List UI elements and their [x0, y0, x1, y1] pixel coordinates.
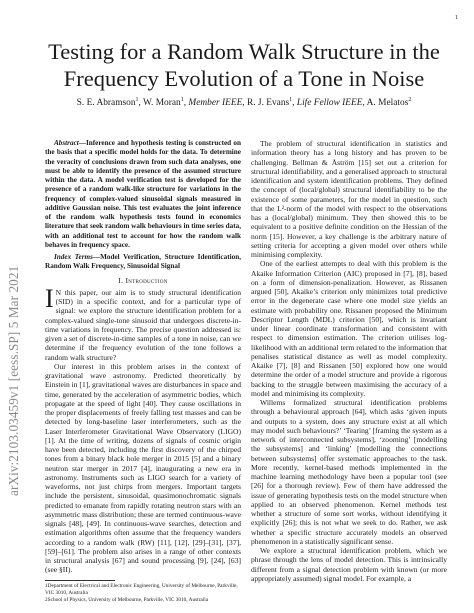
right-paragraph-1: The problem of structural identification in statistics and information theory has a long history and has proven to be challenging. Bellman & Åström [15] set out a criterion for structural identifiability, and a generalised approach to structural identification and system identification problems. They defined the concept of (local/global) structural identifiability to be the existence of some parameters, for the model in question, such that the L²-norm of the model with respect to the observations has a (local/global) minimum. They then showed this to be equivalent to a positive definite condition on the Hessian of the norm [15]. However, a key challenge is the arbitrary nature of setting criteria for accepting a given model over others while minimising complexity.: [251, 139, 447, 259]
author-3-role: , Life Fellow IEEE: [292, 98, 363, 109]
title-line-1: Testing for a Random Walk Structure in the: [48, 39, 440, 64]
right-column: [251, 139, 447, 583]
footnote-2: 2School of Physics, University of Melbourne, Parkville, VIC 3010, Australia: [45, 597, 209, 603]
abstract-label: Abstract: [54, 139, 79, 147]
abstract-text: —Inference and hypothesis testing is constructed on the basis that a specific model holds for the data. To determine the veracity of conclusions drawn from such data analyses, one must be able to identify the presence of the assumed structure within the data. A model verification test is developed for the presence of a random walk-like structure for variations in the frequency of complex-valued sinusoidal signals measured in additive Gaussian noise. This test evaluates the joint inference of the random walk hypothesis tests found in economics literature that seek random walk behaviours in time series data, with an additional test to account for how the random walk behaves in frequency space.: [45, 139, 241, 249]
affiliation-mark: 1: [180, 97, 184, 103]
right-paragraph-3: Willems formalized structural identification problems through a behavioural approach [64], which asks ‘given inputs and outputs to a system, does any structure exist at all which may model such behaviours?’ ‘Tearing’ [framing the system as a network of interconnected subsystems], ‘zooming’ [modelling the subsystems] and ‘linking’ [modelling the connections between subsystems] offer systematic approaches to the task. More recently, kernel-based methods implemented in the machine learning methodology have been a popular tool (see [26] for a thorough review). Few of them have addressed the issue of generating hypothesis tests on the model structure when applied to an observed phenomenon. Kernel methods test whether a structure of some sort works, without identifying it explicitly [26]; this is not what we seek to do. Rather, we ask whether a specific structure accurately models an observed phenomenon in a statistically significant sense.: [251, 398, 447, 546]
index-terms: [45, 253, 241, 272]
page-number: 1: [455, 15, 458, 21]
section-heading-introduction: I. Introduction: [118, 275, 168, 285]
index-terms-text: —Model Verification, Structure Identification, Random Walk Frequency, Sinusoidal Signal: [45, 253, 241, 271]
affiliation-mark: 2: [408, 97, 412, 103]
index-terms-label: Index Terms: [54, 253, 93, 261]
footnote-1: 1Department of Electrical and Electronic Engineering, University of Melbourne, Parkville, VIC 3010, Australia: [45, 583, 238, 596]
drop-cap: I: [45, 283, 54, 313]
footnote-rule: [45, 580, 115, 581]
left-column: [45, 139, 241, 575]
abstract: [45, 139, 241, 250]
title-line-2: Frequency Evolution of a Tone in Noise: [63, 66, 425, 91]
author-3: , R. J. Evans: [242, 98, 290, 109]
intro-paragraph-2: Our interest in this problem arises in the context of gravitational wave astronomy. Predicted theoretically by Einstein in [1], gravitational waves are disturbances in space and time, generated by the acceleration of asymmetric bodies, which propagate at the speed of light [40]. They cause oscillations in the proper displacements of freely falling test masses and can be detected by long-baseline laser interferometers, such as the Laser Interferometer Gravitational Wave Observatory (LIGO) [1]. At the time of writing, dozens of signals of cosmic origin have been detected, including the first discovery of the chirped tones from a binary black hole merger in 2015 [5] and a binary neutron star merger in 2017 [4], inaugurating a new era in astronomy. Instruments such as LIGO search for a variety of waveforms, not just chirps from mergers. Important targets include the persistent, sinusoidal, quasimonochromatic signals predicted to emanate from rapidly rotating neutron stars with an asymmetric mass distribution; these are termed continuous-wave signals [48], [49]. In continuous-wave searches, detection and estimation algorithms often assume that the frequency wanders according to a random walk (RW) [11], [12], [29]–[31], [37], [59]–[61]. The problem also arises in a range of other contexts in structural analysis [67] and sound processing [9], [24], [63] (see §II).: [45, 361, 241, 575]
author-1: S. E. Abramson: [76, 98, 136, 109]
footnotes: [45, 583, 241, 604]
intro-paragraph-1: [45, 283, 241, 362]
affiliation-mark: 1: [289, 97, 293, 103]
paper-title: [34, 38, 454, 92]
arxiv-stamp: arXiv:2103.03459v1 [eess.SP] 5 Mar 2021: [6, 265, 21, 496]
right-paragraph-4: We explore a structural identification problem, which we phrase through the lens of model detection. This is intrinsically different from a signal detection problem with known (or more appropriately assumed) signal model. For example, a: [251, 546, 447, 583]
author-4: , A. Melatos: [362, 98, 409, 109]
affiliation-mark: 1: [135, 97, 139, 103]
intro-paragraph-1-text: N this paper, our aim is to study structural identification (SID) in a specific context, and for a particular type of signal: we explore the structure identification problem for a complex-valued single-tone sinusoid that undergoes discrete-in-time variations in frequency. The precise question addressed is: given a set of discrete-in-time samples of a tone in noise, can we determine if the frequency evolution of the tone follows a random walk structure?: [45, 287, 241, 362]
right-paragraph-2: One of the earliest attempts to deal with this problem is the Akaike Information Criterion (AIC) proposed in [7], [8], based on a form of dimension-penalization. However, as Rissanen argued [50], Akaike’s criterion only minimizes total predictive error in the degenerate case where one model size yields an estimate with probability one. Rissanen proposed the Minimum Descriptor Length (MDL) criterion [50], which is invariant under linear coordinate transformation and consistent with respect to dimension estimation. The criterion utilises log-likelihood with an additional term related to the information that penalises statistical distance as well as model complexity. Akaike [7], [8] and Rissanen [50] explored how one would determine the order of a model structure and provide a rigorous backing to the struggle between maximising the accuracy of a model and minimising its complexity.: [251, 259, 447, 398]
author-2-role: , Member IEEE: [183, 98, 243, 109]
author-2: , W. Moran: [138, 98, 181, 109]
author-list: [34, 95, 454, 109]
